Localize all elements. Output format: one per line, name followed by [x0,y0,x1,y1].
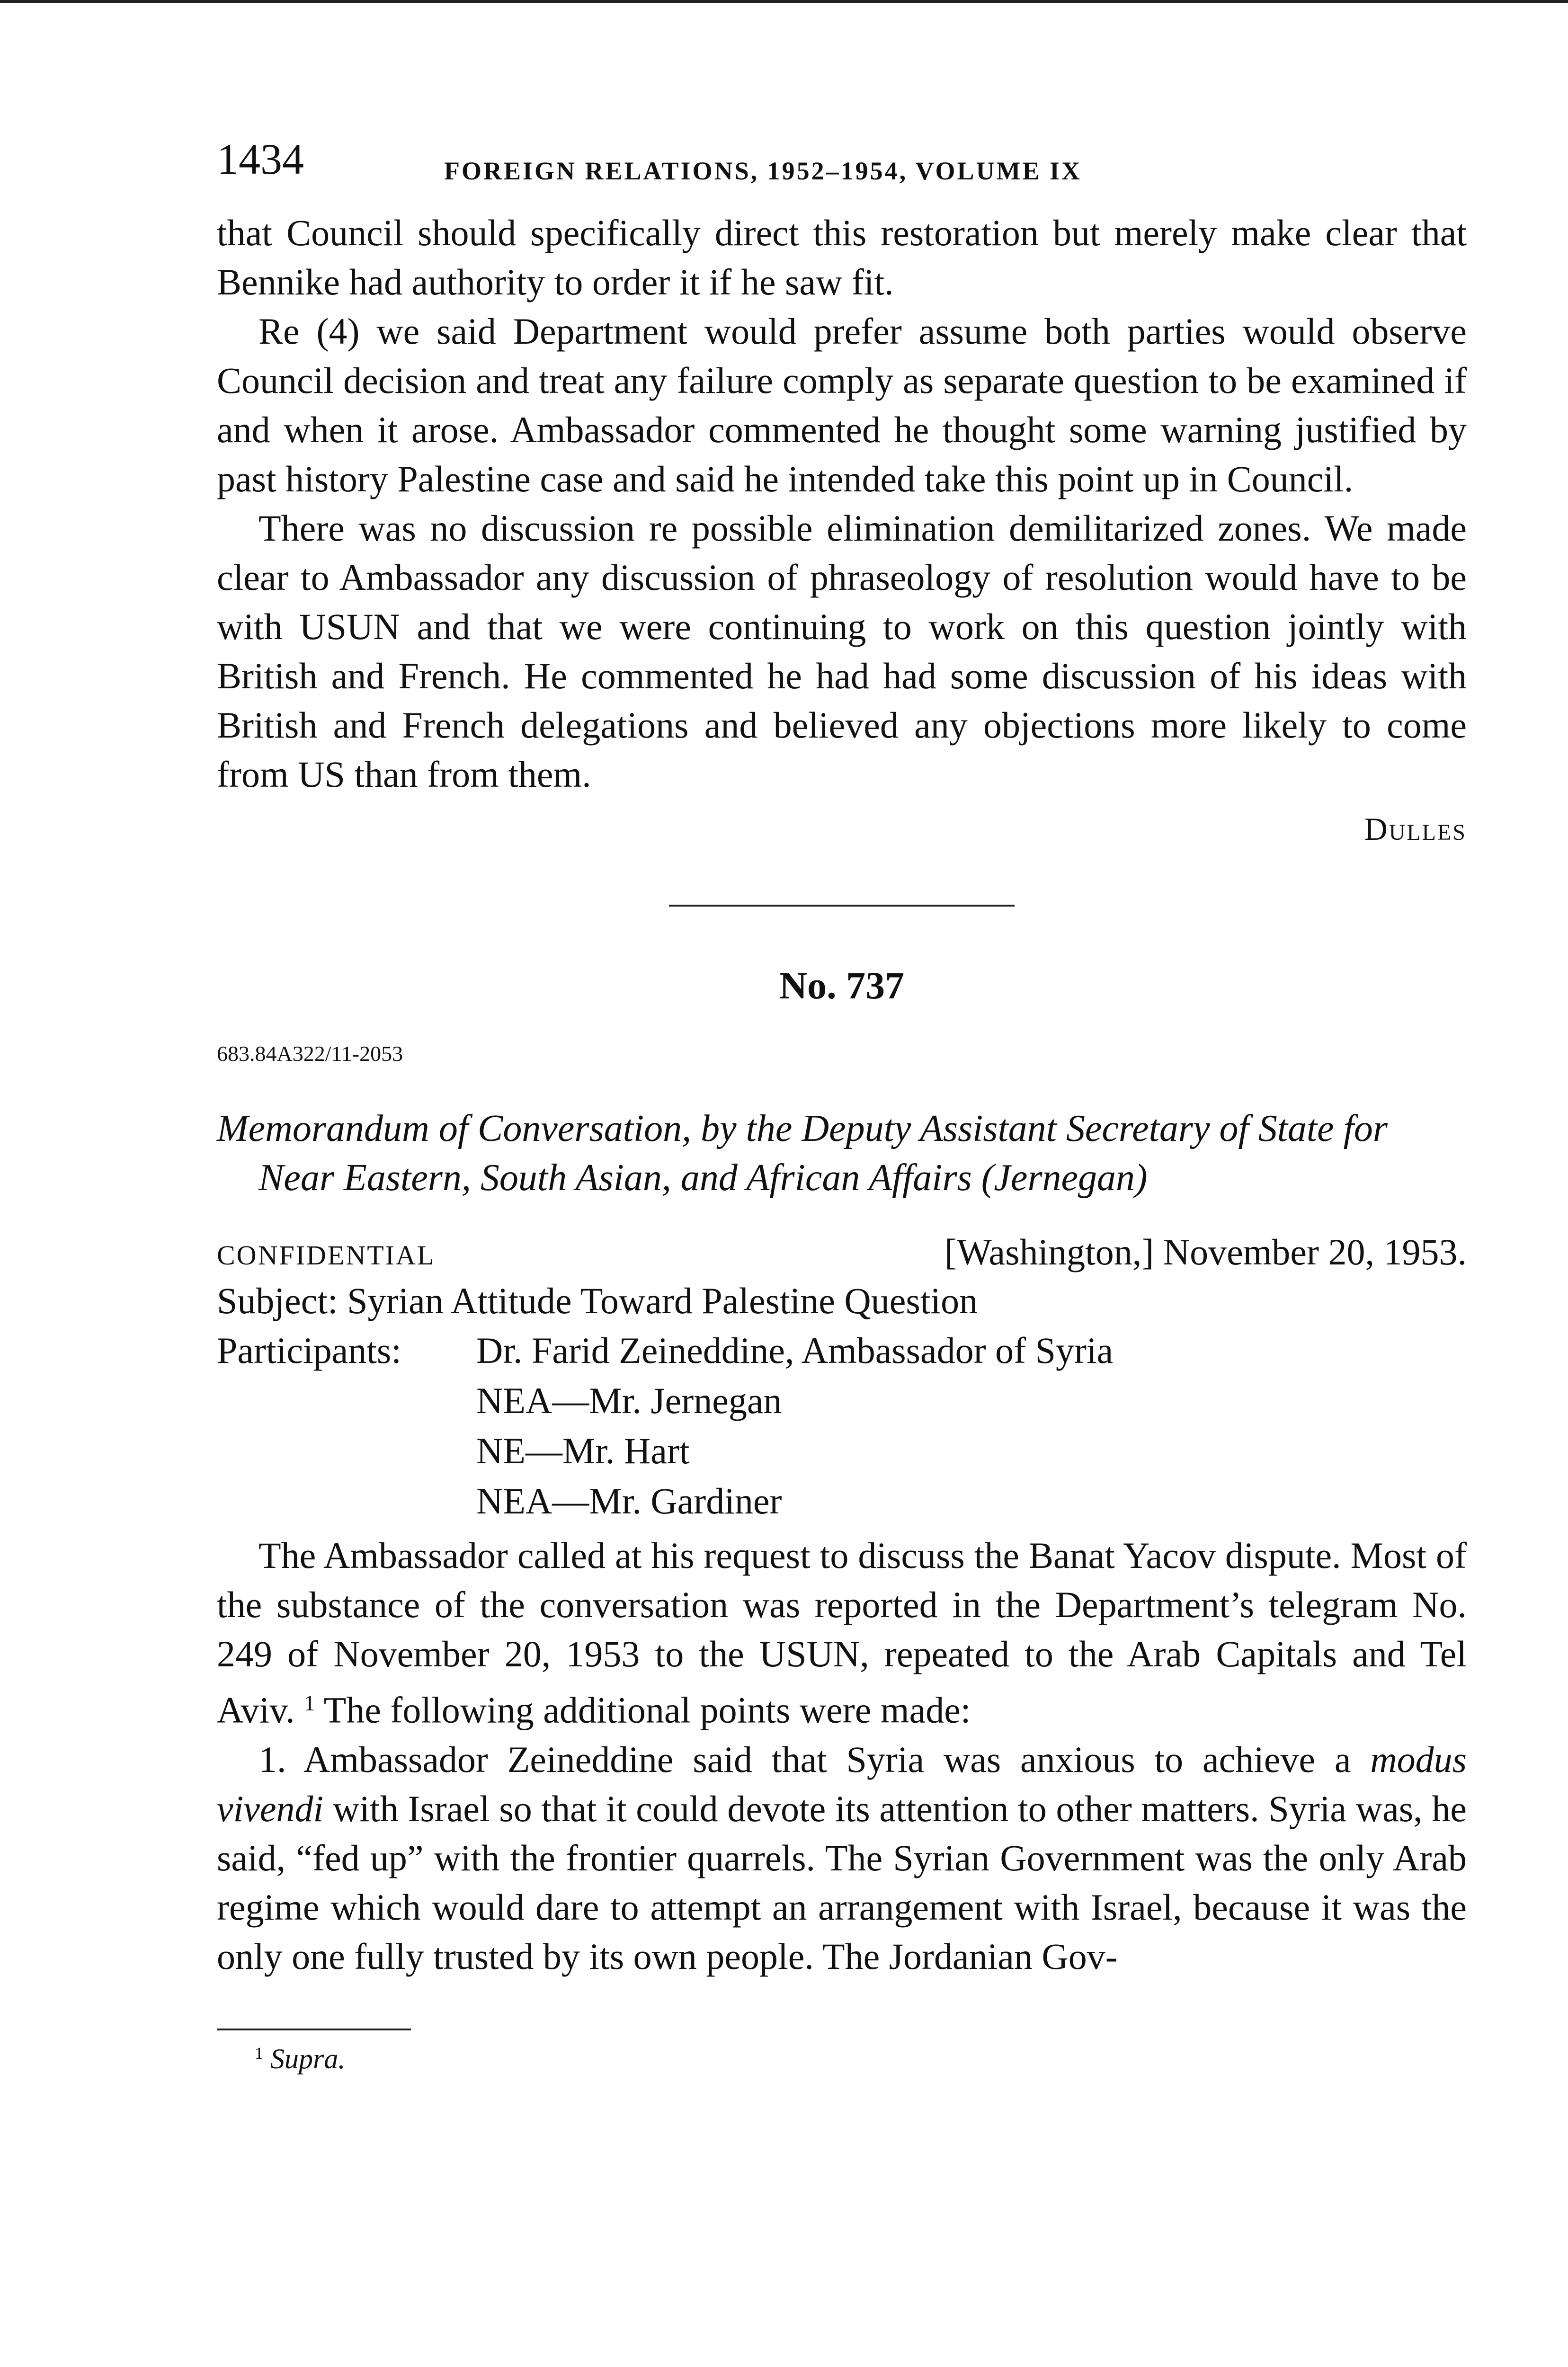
italic-phrase: modus vivendi [217,1738,1467,1829]
continuation-paragraph-1: that Council should specifically direct this restoration but merely make clear that Bennike had authority to order it if he saw fit. [217,212,1467,303]
section-divider [669,905,1015,907]
classification-row [217,1231,1467,1273]
footnote-text: Supra. [270,2043,346,2074]
document-page [217,137,1467,2075]
participants-list [476,1326,1113,1526]
footnote-marker: 1 [255,2043,263,2063]
body-paragraph-2-start: 1. Ambassador Zeineddine said that Syria was anxious to achieve a [258,1738,1371,1780]
memo-title: Memorandum of Conversation, by the Deputy Assistant Secretary of State for Near Eastern, South Asian, and African Affairs (Jernegan) [217,1108,1388,1199]
subject-line: Subject: Syrian Attitude Toward Palestine Question [217,1280,978,1321]
dateline: [Washington,] November 20, 1953. [944,1231,1467,1272]
participant-item: NEA—Mr. Jernegan [476,1380,782,1421]
participant-item: NEA—Mr. Gardiner [476,1480,782,1522]
file-number: 683.84A322/11-2053 [217,1041,403,1066]
body-paragraph-1-text: The Ambassador called at his request to discuss the Banat Yacov dispute. Most of the substance of the conversation was reported in the Department’s telegram No. 249 of November 20, 1953 to the USUN, repeated to the Arab Capitals and Tel Aviv. [217,1535,1467,1731]
signature: Dulles [1364,811,1467,847]
page-number: 1434 [217,135,304,183]
body-paragraph-1 [217,1531,1467,1735]
running-header [217,137,1467,208]
running-title: FOREIGN RELATIONS, 1952–1954, VOLUME IX [444,157,1082,185]
participants-block [217,1326,1467,1526]
participants-label: Participants: [217,1330,401,1371]
participant-item: Dr. Farid Zeineddine, Ambassador of Syria [476,1330,1114,1371]
body-paragraph-2 [217,1735,1467,1981]
participant-item: NE—Mr. Hart [476,1430,690,1471]
footnote [217,2043,1467,2075]
footnote-reference: 1 [304,1691,315,1716]
top-edge-rule [0,0,1568,3]
classification-label: CONFIDENTIAL [217,1240,436,1271]
footnote-rule [217,2029,411,2030]
continuation-paragraph-2: Re (4) we said Department would prefer assume both parties would observe Council decision and treat any failure comply as separate question to be examined if and when it arose. Ambassador commented he thought some warning justified by past history Palestine case and said he intended take this point up in Council. [217,311,1467,499]
document-number: No. 737 [779,964,905,1007]
body-paragraph-2-end: with Israel so that it could devote its attention to other matters. Syria was, he said, “fed up” with the frontier quarrels. The Syrian Government was the only Arab regime which would dare to attempt an arrangement with Israel, because it was the only one fully trusted by its own people. The Jordanian Gov- [217,1788,1467,1977]
body-paragraph-1-end: The following additional points were made: [315,1689,971,1731]
continuation-paragraph-3: There was no discussion re possible elimination demilitarized zones. We made clear to Ambassador any discussion of phraseology of resolution would have to be with USUN and that we were continuing to work on this question jointly with British and French. He commented he had had some discussion of his ideas with British and French delegations and believed any objections more likely to come from US than from them. [217,507,1467,795]
